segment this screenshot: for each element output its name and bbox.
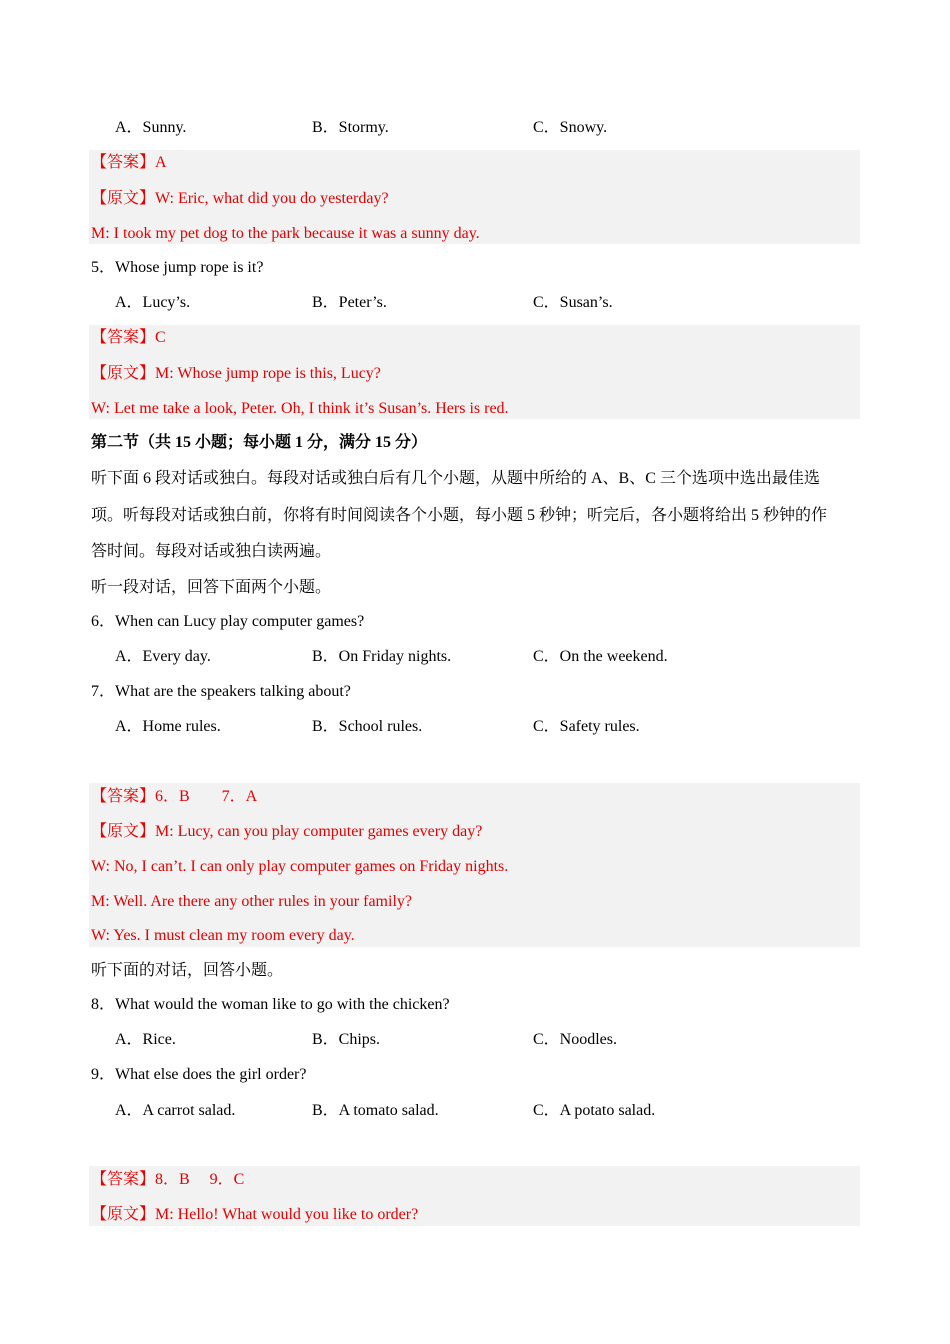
- transcript-q8-q9-line1: 【原文】M: Hello! What would you like to order?: [91, 1206, 419, 1223]
- q9-option-a: A．A carrot salad.: [115, 1102, 236, 1119]
- question-8: 8．What would the woman like to go with the chicken?: [91, 996, 450, 1013]
- dialogue-lead-2: 听下面的对话，回答小题。: [91, 962, 284, 979]
- q5-option-b: B．Peter’s.: [312, 294, 387, 311]
- transcript-q6-q7-line2: W: No, I can’t. I can only play computer games on Friday nights.: [91, 858, 509, 875]
- q4-option-b: B．Stormy.: [312, 119, 389, 136]
- q8-option-b: B．Chips.: [312, 1031, 381, 1048]
- answer-q8-q9: 【答案】8．B 9．C: [91, 1171, 245, 1188]
- section-2-instruction-2: 项。听每段对话或独白前，你将有时间阅读各个小题，每小题 5 秒钟；听完后，各小题将给出 5 秒钟的作: [91, 507, 828, 524]
- q6-option-a: A．Every day.: [115, 648, 211, 665]
- answer-q6-q7: 【答案】6．B 7．A: [91, 788, 258, 805]
- transcript-q6-q7-line4: W: Yes. I must clean my room every day.: [91, 927, 355, 944]
- q4-option-a: A．Sunny.: [115, 119, 187, 136]
- q7-option-c: C．Safety rules.: [533, 718, 640, 735]
- transcript-q6-q7-line3: M: Well. Are there any other rules in your family?: [91, 893, 412, 910]
- transcript-q4-line2: M: I took my pet dog to the park because it was a sunny day.: [91, 225, 480, 242]
- question-9: 9．What else does the girl order?: [91, 1066, 307, 1083]
- question-6: 6．When can Lucy play computer games?: [91, 613, 365, 630]
- q7-option-b: B．School rules.: [312, 718, 423, 735]
- q9-option-b: B．A tomato salad.: [312, 1102, 439, 1119]
- transcript-q6-q7-line1: 【原文】M: Lucy, can you play computer games every day?: [91, 823, 483, 840]
- answer-q5: 【答案】C: [91, 329, 166, 346]
- question-5: 5．Whose jump rope is it?: [91, 259, 264, 276]
- q6-option-b: B．On Friday nights.: [312, 648, 452, 665]
- transcript-q5-line1: 【原文】M: Whose jump rope is this, Lucy?: [91, 365, 381, 382]
- section-2-title: 第二节（共 15 小题；每小题 1 分，满分 15 分）: [91, 434, 428, 451]
- q7-option-a: A．Home rules.: [115, 718, 221, 735]
- q5-option-a: A．Lucy’s.: [115, 294, 191, 311]
- q4-option-c: C．Snowy.: [533, 119, 608, 136]
- dialogue-lead-1: 听一段对话，回答下面两个小题。: [91, 579, 332, 596]
- q6-option-c: C．On the weekend.: [533, 648, 668, 665]
- answer-q4: 【答案】A: [91, 154, 167, 171]
- transcript-q5-line2: W: Let me take a look, Peter. Oh, I think it’s Susan’s. Hers is red.: [91, 400, 509, 417]
- q5-option-c: C．Susan’s.: [533, 294, 613, 311]
- q9-option-c: C．A potato salad.: [533, 1102, 656, 1119]
- transcript-q4-line1: 【原文】W: Eric, what did you do yesterday?: [91, 190, 389, 207]
- q8-option-a: A．Rice.: [115, 1031, 176, 1048]
- q8-option-c: C．Noodles.: [533, 1031, 618, 1048]
- question-7: 7．What are the speakers talking about?: [91, 683, 351, 700]
- section-2-instruction-1: 听下面 6 段对话或独白。每段对话或独白后有几个小题，从题中所给的 A、B、C 三个选项中选出最佳选: [91, 470, 820, 487]
- section-2-instruction-3: 答时间。每段对话或独白读两遍。: [91, 543, 332, 560]
